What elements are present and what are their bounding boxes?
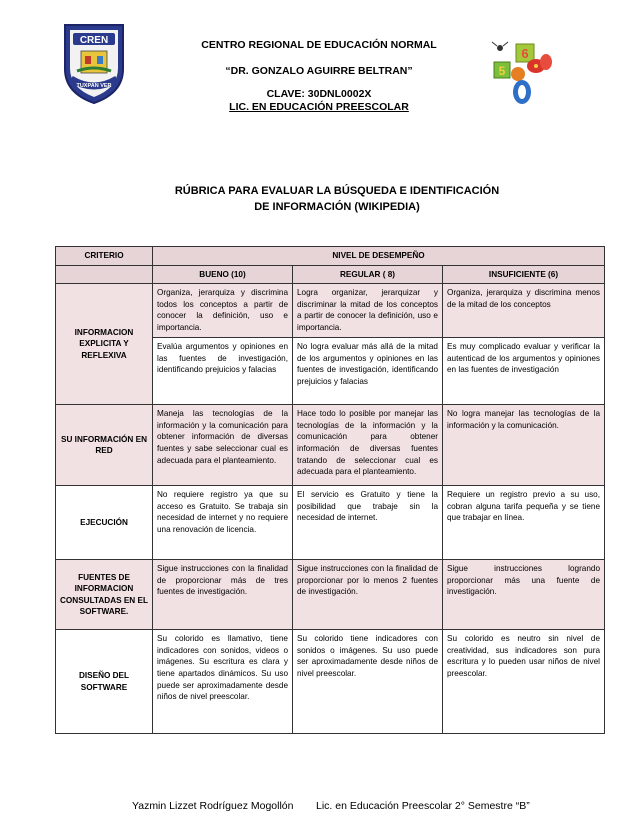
cell-regular: Su colorido tiene indicadores con sonidos o imágenes. Su uso puede ser aproximadamente desde niños de nivel preescolar. — [293, 630, 443, 734]
svg-text:TUXPAN VER: TUXPAN VER — [76, 83, 112, 89]
criterion-cell: DISEÑO DEL SOFTWARE — [56, 630, 153, 734]
cell-insuficiente: Organiza, jerarquiza y discrimina menos de la mitad de los conceptos — [443, 284, 605, 338]
cell-bueno: Evalúa argumentos y opiniones en las fuentes de investigación, identificando prejuicios y falacias — [153, 338, 293, 405]
table-row — [56, 405, 605, 486]
criterion-cell: FUENTES DE INFORMACION CONSULTADAS EN EL SOFTWARE. — [56, 560, 153, 630]
blank-header-cell — [56, 265, 153, 284]
cell-insuficiente: Sigue instrucciones logrando proporcionar más una fuente de investigación. — [443, 560, 605, 630]
nivel-header: NIVEL DE DESEMPEÑO — [153, 247, 605, 266]
svg-text:6: 6 — [521, 46, 529, 61]
institution-name: CENTRO REGIONAL DE EDUCACIÓN NORMAL — [201, 39, 437, 51]
cell-bueno: Sigue instrucciones con la finalidad de proporcionar más de tres fuentes de investigación. — [153, 560, 293, 630]
cell-insuficiente: Su colorido es neutro sin nivel de creatividad, sus indicadores son pura escritura y lo pueden usar niños de nivel preescolar. — [443, 630, 605, 734]
level-bueno: BUENO (10) — [153, 265, 293, 284]
cell-insuficiente: Requiere un registro previo a su uso, cobran alguna tarifa pequeña y se tiene que trabajar en línea. — [443, 486, 605, 560]
cell-regular: Sigue instrucciones con la finalidad de proporcionar por lo menos 2 fuentes de investigación. — [293, 560, 443, 630]
cell-regular: El servicio es Gratuito y tiene la posibilidad que trabaje sin la necesidad de internet. — [293, 486, 443, 560]
cell-insuficiente: No logra manejar las tecnologías de la información y la comunicación. — [443, 405, 605, 486]
institution-subtitle: “DR. GONZALO AGUIRRE BELTRAN” — [225, 65, 413, 77]
levels-row — [56, 265, 605, 284]
program-name: LIC. EN EDUCACIÓN PREESCOLAR — [229, 101, 409, 113]
criterion-cell: EJECUCIÓN — [56, 486, 153, 560]
cell-bueno: Maneja las tecnologías de la información y la comunicación para obtener información de diversas fuentes y sabe seleccionar cual es adecuada para el planteamiento. — [153, 405, 293, 486]
criterion-cell: SU INFORMACIÓN EN RED — [56, 405, 153, 486]
criterio-header: CRITERIO — [56, 247, 153, 266]
cell-regular: Hace todo lo posible por manejar las tecnologías de la información y la comunicación para obtener información de diversas fuentes tratando de seleccionar cual es adecuada para el planteamiento. — [293, 405, 443, 486]
level-insuficiente: INSUFICIENTE (6) — [443, 265, 605, 284]
cell-bueno: Organiza, jerarquiza y discrimina todos los conceptos a partir de conocer la definición, uso e importancia. — [153, 284, 293, 338]
criterion-cell: INFORMACION EXPLICITA Y REFLEXIVA — [56, 284, 153, 405]
table-row — [56, 486, 605, 560]
table-row — [56, 630, 605, 734]
table-row — [56, 284, 605, 338]
footer-author: Yazmin Lizzet Rodríguez Mogollón — [132, 800, 294, 812]
footer-course: Lic. en Educación Preescolar 2° Semestre “B” — [316, 800, 530, 812]
table-row — [56, 560, 605, 630]
cell-regular: No logra evaluar más allá de la mitad de los argumentos y opiniones en las fuentes de investigación, identificando prejuicios y falacias — [293, 338, 443, 405]
cell-insuficiente: Es muy complicado evaluar y verificar la autenticad de los argumentos y opiniones en las fuentes de investigación — [443, 338, 605, 405]
svg-text:CREN: CREN — [79, 35, 109, 46]
document-title — [100, 183, 574, 215]
title-line-2: DE INFORMACIÓN (WIKIPEDIA) — [254, 201, 420, 213]
level-regular: REGULAR ( 8) — [293, 265, 443, 284]
cell-regular: Logra organizar, jerarquizar y discriminar la mitad de los conceptos a partir de conocer la definición, uso e importancia. — [293, 284, 443, 338]
institution-code: CLAVE: 30DNL0002X — [266, 88, 372, 100]
rubric-table — [55, 246, 605, 734]
cell-bueno: No requiere registro ya que su acceso es Gratuito. Se trabaja sin necesidad de internet y no requiere una renovación de licencia. — [153, 486, 293, 560]
title-line-1: RÚBRICA PARA EVALUAR LA BÚSQUEDA E IDENTIFICACIÓN — [174, 185, 500, 197]
cell-bueno: Su colorido es llamativo, tiene indicadores con sonidos, videos o imágenes. Su escritura es clara y tiene apartados dinámicos. Su uso puede ser aproximadamente desde niños de nivel preescolar. — [153, 630, 293, 734]
table-header-row — [56, 247, 605, 266]
svg-text:5: 5 — [498, 64, 506, 78]
